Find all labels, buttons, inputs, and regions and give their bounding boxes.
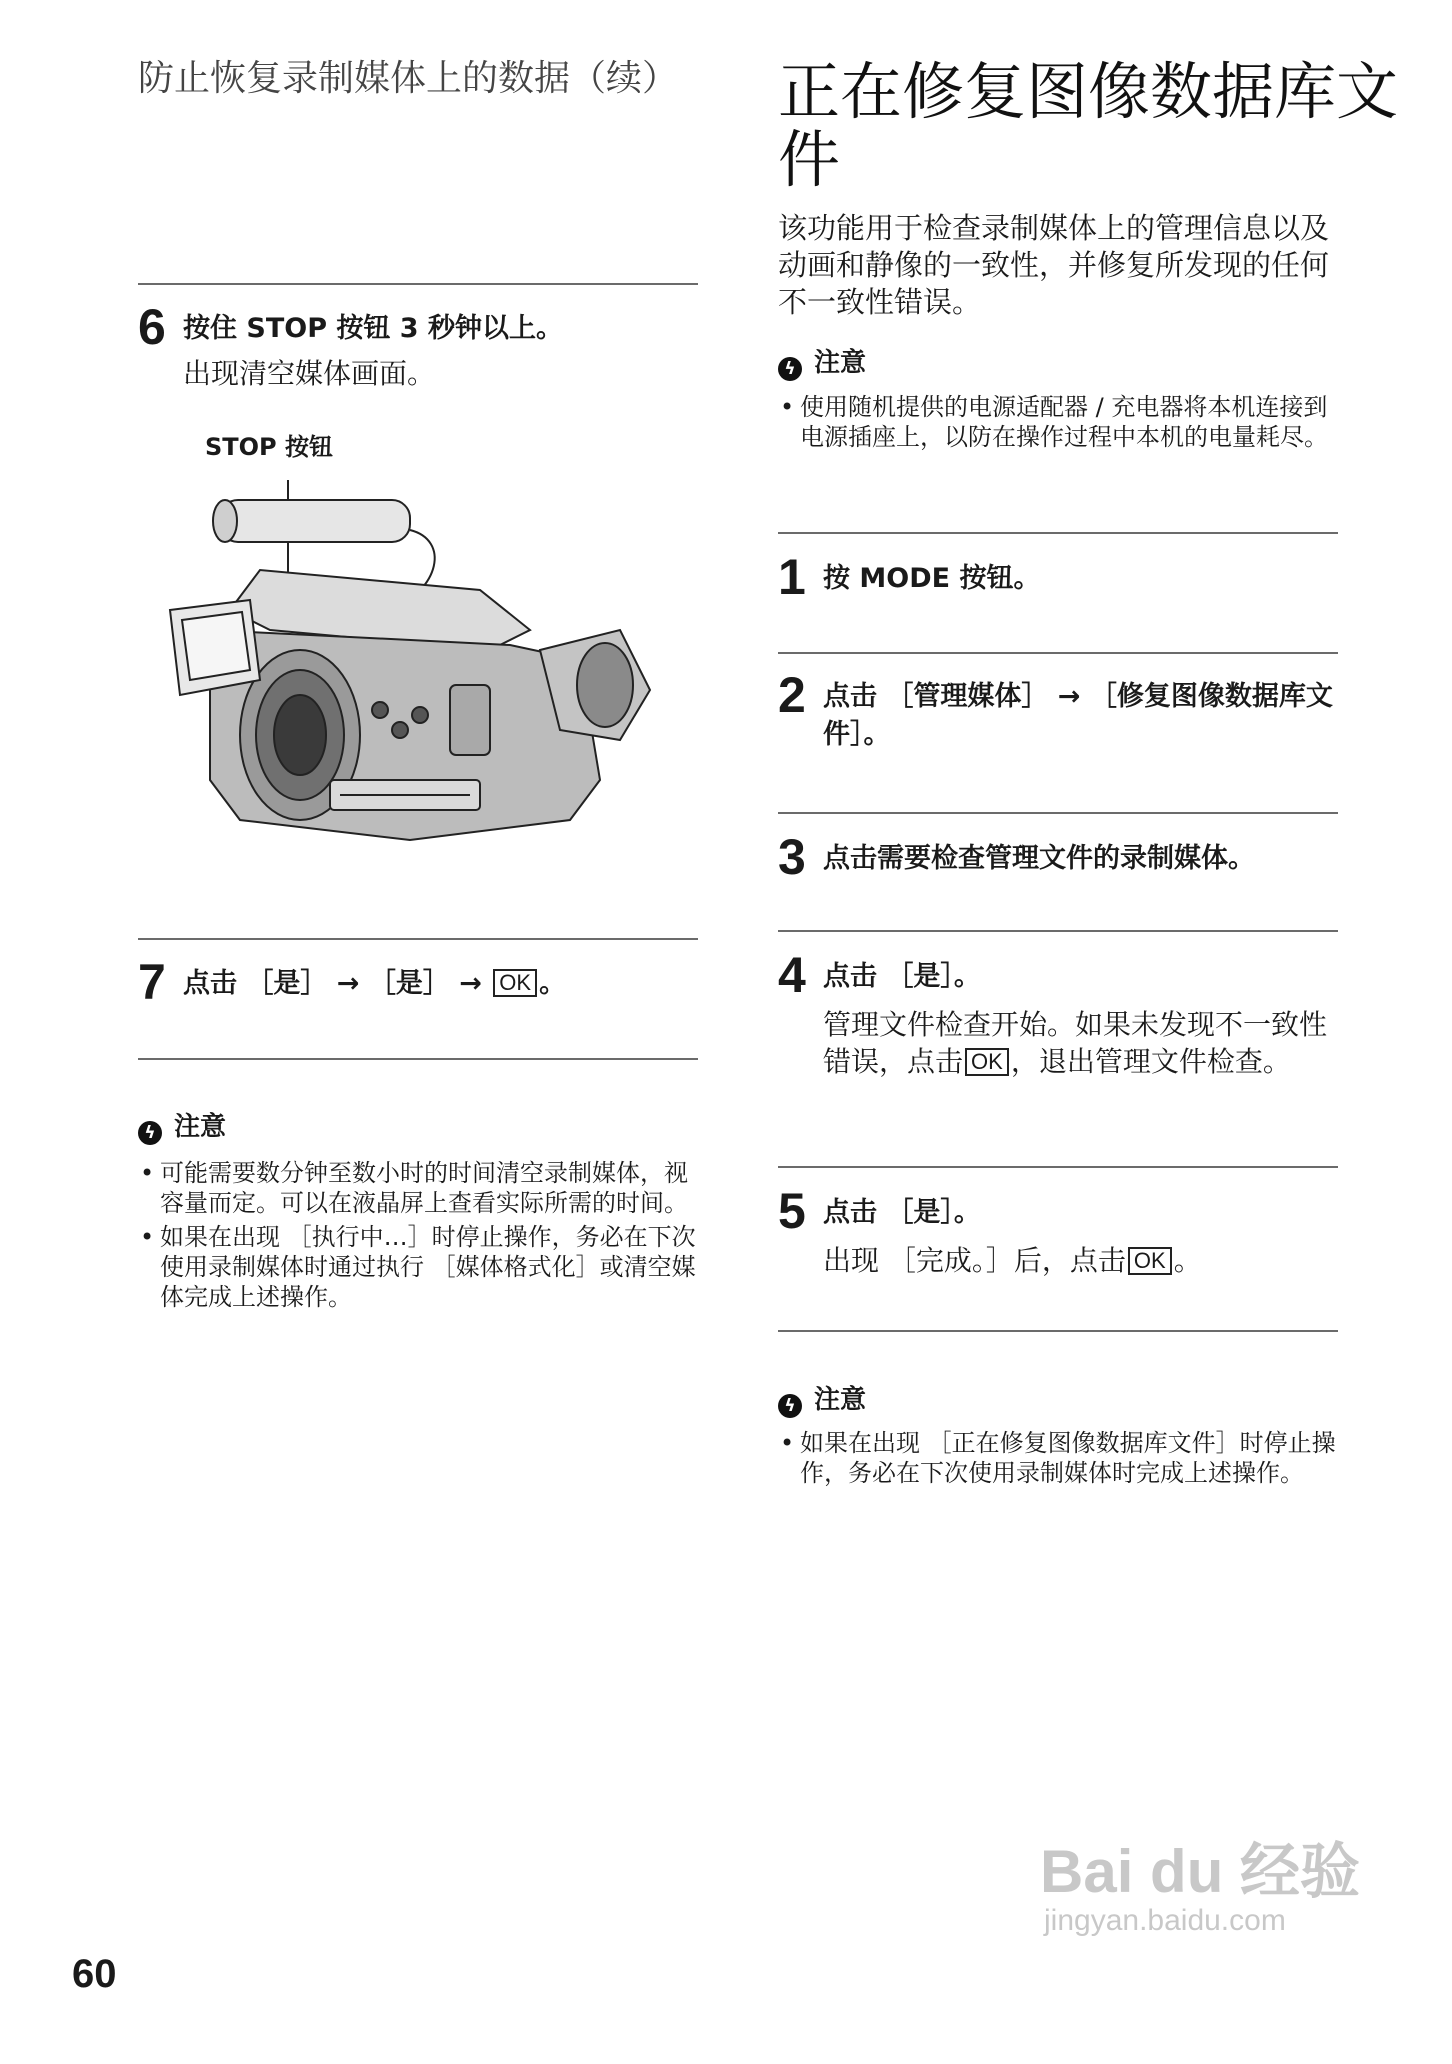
watermark-logo: Bai du 经验 xyxy=(1040,1838,1361,1905)
divider xyxy=(778,1166,1338,1168)
continued-title: 防止恢复录制媒体上的数据（续） xyxy=(138,58,679,99)
note-heading-text: 注意 xyxy=(814,1385,867,1415)
step-result-text-end: 。 xyxy=(1173,1244,1202,1277)
page-title: 正在修复图像数据库文件 xyxy=(778,55,1399,196)
step-number: 6 xyxy=(138,299,166,355)
step-result: 出现清空媒体画面。 xyxy=(183,357,436,390)
camcorder-illustration xyxy=(150,480,690,920)
ok-button-icon: OK xyxy=(965,1048,1009,1076)
note-heading-text: 注意 xyxy=(174,1112,227,1142)
step-3 xyxy=(778,830,1338,890)
note-item: • 使用随机提供的电源适配器 / 充电器将本机连接到电源插座上，以防在操作过程中本机的电量耗尽。 xyxy=(778,392,1338,452)
step-text: 点击 ［管理媒体］ → ［修复图像数据库文件］。 xyxy=(823,681,1333,750)
divider xyxy=(778,532,1338,534)
note-heading-text: 注意 xyxy=(814,348,867,378)
note-item: • 如果在出现 ［正在修复图像数据库文件］时停止操作，务必在下次使用录制媒体时完成上述操作。 xyxy=(778,1428,1338,1488)
divider xyxy=(138,1058,698,1060)
step-result-text: 管理文件检查开始。如果未发现不一致性错误，点击 xyxy=(823,1008,1328,1078)
page-number: 60 xyxy=(72,1952,117,1996)
step-result-text: 出现 ［完成。］后，点击 xyxy=(823,1244,1126,1277)
divider xyxy=(778,652,1338,654)
note-heading xyxy=(778,1385,866,1418)
note-item: • 如果在出现 ［执行中…］时停止操作，务必在下次使用录制媒体时通过执行 ［媒体格式化］或清空媒体完成上述操作。 xyxy=(138,1222,698,1312)
step-number: 7 xyxy=(138,954,166,1010)
divider xyxy=(778,1330,1338,1332)
step-text-main: 点击 ［是］ → ［是］ → xyxy=(183,968,482,999)
divider xyxy=(778,812,1338,814)
step-text: 点击需要检查管理文件的录制媒体。 xyxy=(823,843,1255,874)
step-result xyxy=(823,1242,1338,1279)
step-result-text-end: ，退出管理文件检查。 xyxy=(1010,1045,1291,1078)
divider xyxy=(778,930,1338,932)
step-number: 5 xyxy=(778,1183,806,1239)
step-number: 2 xyxy=(778,667,806,723)
intro-paragraph: 该功能用于检查录制媒体上的管理信息以及动画和静像的一致性，并修复所发现的任何不一致性错误。 xyxy=(778,211,1330,319)
watermark-url: jingyan.baidu.com xyxy=(1044,1904,1286,1937)
step-text: 按住 STOP 按钮 3 秒钟以上。 xyxy=(183,313,563,344)
caution-icon: ϟ xyxy=(778,1394,802,1418)
divider xyxy=(138,283,698,285)
step-text-end: 。 xyxy=(539,968,567,999)
step-text: 按 MODE 按钮。 xyxy=(823,563,1041,594)
step-number: 4 xyxy=(778,947,806,1003)
step-text: 点击 ［是］。 xyxy=(823,961,981,992)
step-number: 3 xyxy=(778,829,806,885)
caution-icon: ϟ xyxy=(138,1121,162,1145)
note-heading xyxy=(778,348,866,381)
step-1 xyxy=(778,550,1338,610)
step-2 xyxy=(778,668,1338,768)
step-4 xyxy=(778,948,1338,1128)
note-heading xyxy=(138,1112,226,1145)
step-5 xyxy=(778,1184,1338,1304)
ok-button-icon: OK xyxy=(1128,1247,1172,1275)
note-list xyxy=(778,1428,1338,1492)
step-7 xyxy=(138,955,698,1025)
note-list xyxy=(138,1158,698,1316)
note-item: • 可能需要数分钟至数小时的时间清空录制媒体，视容量而定。可以在液晶屏上查看实际所需的时间。 xyxy=(138,1158,698,1218)
step-6 xyxy=(138,300,698,410)
step-result xyxy=(823,1006,1338,1080)
step-number: 1 xyxy=(778,549,806,605)
stop-button-label: STOP 按钮 xyxy=(205,433,334,461)
step-text: 点击 ［是］。 xyxy=(823,1197,981,1228)
watermark xyxy=(1040,1840,1360,1938)
divider xyxy=(138,938,698,940)
ok-button-icon: OK xyxy=(493,969,537,997)
step-text xyxy=(183,965,566,1003)
caution-icon: ϟ xyxy=(778,357,802,381)
note-list xyxy=(778,392,1338,456)
